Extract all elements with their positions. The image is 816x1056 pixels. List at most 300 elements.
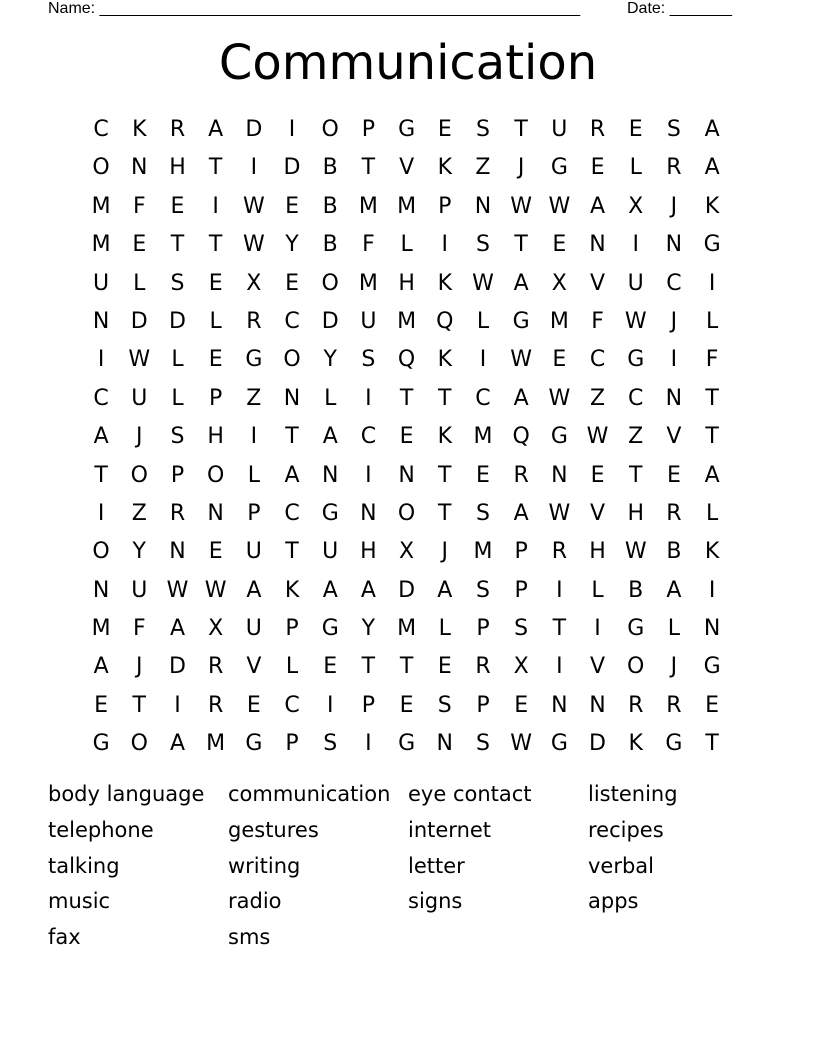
grid-letter: D <box>130 308 148 334</box>
word-list-item: gestures <box>228 817 319 842</box>
grid-letter: E <box>552 347 567 373</box>
grid-letter: P <box>285 731 299 757</box>
grid-letter: G <box>550 731 568 757</box>
grid-letter: E <box>246 692 261 718</box>
grid-letter: Q <box>436 308 454 334</box>
grid-letter: E <box>590 462 605 488</box>
grid-letter: X <box>208 616 224 642</box>
grid-letter: R <box>246 308 262 334</box>
word-list-item: sms <box>228 925 271 950</box>
grid-letter: E <box>514 692 529 718</box>
grid-letter: R <box>589 117 606 142</box>
grid-letter: U <box>93 270 110 296</box>
grid-letter: I <box>556 654 563 680</box>
grid-letter: C <box>360 424 377 450</box>
grid-letter: S <box>170 424 185 450</box>
grid-letter: G <box>245 731 263 757</box>
grid-letter: T <box>438 500 452 526</box>
grid-letter: U <box>322 539 339 565</box>
grid-letter: O <box>92 539 110 565</box>
grid-letter: A <box>666 577 682 603</box>
grid-letter: M <box>91 193 111 219</box>
grid-letter: T <box>705 424 719 450</box>
grid-letter: N <box>703 616 721 642</box>
grid-letter: W <box>166 577 189 603</box>
letter-grid <box>82 111 731 764</box>
grid-letter: S <box>666 117 681 142</box>
grid-letter: A <box>704 462 720 488</box>
grid-letter: G <box>627 616 645 642</box>
grid-letter: N <box>92 577 110 603</box>
grid-letter: T <box>285 424 299 450</box>
grid-letter: Z <box>131 500 147 526</box>
grid-letter: A <box>169 731 185 757</box>
grid-letter: V <box>590 654 606 680</box>
grid-letter: S <box>475 232 490 258</box>
grid-letter: L <box>285 654 299 680</box>
grid-letter: B <box>322 193 338 219</box>
grid-letter: R <box>208 692 224 718</box>
grid-letter: I <box>97 500 105 526</box>
word-list-item: writing <box>228 853 301 878</box>
grid-letter: A <box>590 193 606 219</box>
name-field: Name: ______________________________________________________ <box>48 0 581 17</box>
grid-letter: O <box>283 347 301 373</box>
grid-letter: X <box>628 193 644 219</box>
grid-letter: T <box>94 462 108 488</box>
grid-letter: Y <box>285 232 299 258</box>
grid-letter: U <box>131 577 148 603</box>
grid-letter: M <box>91 616 111 642</box>
grid-letter: P <box>209 385 223 411</box>
grid-letter: U <box>245 539 262 565</box>
grid-letter: G <box>665 731 683 757</box>
grid-letter: I <box>365 731 372 757</box>
grid-letter: V <box>666 424 682 450</box>
grid-letter: I <box>632 232 639 258</box>
grid-letter: E <box>628 117 643 142</box>
grid-letter: O <box>397 500 416 526</box>
grid-letter: I <box>708 270 716 296</box>
grid-letter: K <box>284 577 300 603</box>
grid-letter: T <box>514 232 528 258</box>
grid-letter: W <box>204 577 227 603</box>
grid-letter: M <box>91 232 111 258</box>
grid-letter: S <box>361 347 376 373</box>
grid-letter: C <box>475 385 491 411</box>
grid-letter: I <box>708 577 716 603</box>
grid-letter: P <box>361 692 376 718</box>
grid-letter: L <box>667 616 681 642</box>
grid-letter: M <box>358 270 378 296</box>
grid-letter: X <box>246 270 262 296</box>
grid-letter: K <box>628 731 643 757</box>
word-list-item: listening <box>588 782 678 806</box>
grid-letter: P <box>285 616 299 642</box>
grid-letter: U <box>627 270 644 296</box>
grid-letter: M <box>473 424 493 450</box>
grid-letter: E <box>399 424 414 450</box>
grid-letter: I <box>212 193 219 219</box>
grid-letter: J <box>136 424 143 450</box>
grid-letter: Z <box>246 385 262 411</box>
grid-letter: T <box>628 462 643 488</box>
grid-letter: A <box>704 155 720 181</box>
grid-letter: M <box>549 308 569 334</box>
grid-letter: U <box>245 616 262 642</box>
grid-letter: N <box>589 692 606 718</box>
grid-letter: G <box>245 347 263 373</box>
grid-letter: X <box>513 654 529 680</box>
grid-letter: H <box>207 424 224 450</box>
grid-letter: K <box>132 117 147 142</box>
grid-letter: M <box>358 193 378 219</box>
grid-letter: W <box>128 347 151 373</box>
grid-letter: E <box>132 232 147 258</box>
grid-letter: J <box>517 155 525 181</box>
grid-letter: C <box>284 692 300 718</box>
grid-letter: I <box>365 385 372 411</box>
grid-letter: W <box>586 424 609 450</box>
grid-letter: J <box>136 654 143 680</box>
grid-letter: I <box>174 692 181 718</box>
grid-letter: R <box>475 654 491 680</box>
word-list-item: fax <box>48 925 81 950</box>
grid-letter: D <box>168 308 186 334</box>
grid-letter: W <box>510 347 533 373</box>
grid-letter: D <box>283 155 301 181</box>
grid-letter: G <box>512 308 530 334</box>
grid-letter: L <box>247 462 260 488</box>
grid-letter: P <box>514 577 528 603</box>
word-list-item: body language <box>48 782 205 806</box>
grid-letter: B <box>322 155 338 181</box>
grid-letter: I <box>250 424 258 450</box>
grid-letter: A <box>513 270 529 296</box>
grid-letter: W <box>624 539 647 565</box>
grid-letter: Z <box>628 424 644 450</box>
grid-letter: A <box>169 616 185 642</box>
grid-letter: E <box>285 193 299 219</box>
grid-letter: O <box>92 155 110 181</box>
grid-letter: C <box>666 270 682 296</box>
word-list-item: signs <box>408 889 463 914</box>
grid-letter: E <box>437 654 452 680</box>
grid-letter: F <box>591 308 604 334</box>
grid-letter: H <box>398 270 415 296</box>
grid-letter: S <box>437 692 452 718</box>
grid-letter: W <box>548 500 571 526</box>
grid-letter: T <box>208 155 223 181</box>
grid-letter: P <box>170 462 185 488</box>
grid-letter: C <box>589 347 606 373</box>
grid-letter: G <box>92 731 110 757</box>
grid-letter: T <box>514 117 528 142</box>
grid-letter: L <box>171 385 184 411</box>
grid-letter: D <box>168 654 186 680</box>
grid-letter: J <box>670 193 678 219</box>
grid-letter: F <box>132 616 146 642</box>
grid-letter: E <box>437 117 452 142</box>
grid-letter: Q <box>397 347 416 373</box>
grid-letter: A <box>360 577 376 603</box>
page-title: Communication <box>218 35 598 91</box>
grid-letter: G <box>398 731 416 757</box>
grid-letter: N <box>131 155 148 181</box>
grid-letter: K <box>437 424 452 450</box>
grid-letter: A <box>284 462 300 488</box>
grid-letter: E <box>323 654 338 680</box>
grid-letter: M <box>397 308 417 334</box>
word-list-item: eye contact <box>408 782 532 806</box>
grid-letter: D <box>589 731 606 757</box>
grid-letter: T <box>208 232 223 258</box>
grid-letter: T <box>438 462 452 488</box>
grid-letter: L <box>438 616 451 642</box>
grid-letter: W <box>548 193 571 219</box>
grid-letter: R <box>208 654 224 680</box>
grid-letter: D <box>398 577 416 603</box>
grid-letter: L <box>400 232 413 258</box>
grid-letter: N <box>283 385 301 411</box>
grid-letter: U <box>131 385 148 411</box>
grid-letter: J <box>670 308 678 334</box>
grid-letter: E <box>399 692 414 718</box>
word-list-item: telephone <box>48 817 154 842</box>
grid-letter: L <box>133 270 146 296</box>
grid-letter: M <box>473 539 493 565</box>
grid-letter: G <box>550 155 568 181</box>
grid-letter: K <box>437 155 452 181</box>
grid-letter: M <box>397 193 417 219</box>
grid-letter: E <box>590 155 605 181</box>
grid-letter: N <box>92 308 110 334</box>
word-list-item: recipes <box>588 817 664 842</box>
grid-letter: R <box>628 692 644 718</box>
grid-letter: L <box>324 385 337 411</box>
grid-letter: V <box>590 270 606 296</box>
grid-letter: R <box>551 539 567 565</box>
grid-letter: A <box>322 424 338 450</box>
grid-letter: T <box>132 692 146 718</box>
grid-letter: N <box>589 232 606 258</box>
grid-letter: G <box>703 232 721 258</box>
word-list-item: apps <box>588 889 639 914</box>
grid-letter: A <box>513 500 529 526</box>
grid-letter: T <box>705 731 719 757</box>
grid-letter: T <box>438 385 452 411</box>
grid-letter: G <box>398 117 416 142</box>
grid-letter: B <box>322 232 338 258</box>
grid-letter: T <box>399 654 414 680</box>
grid-letter: W <box>242 232 265 258</box>
word-list-item: verbal <box>588 853 655 878</box>
grid-letter: N <box>551 462 568 488</box>
grid-letter: E <box>552 232 567 258</box>
word-list-item: communication <box>228 782 391 806</box>
grid-letter: Y <box>323 347 337 373</box>
grid-letter: C <box>284 500 300 526</box>
grid-letter: E <box>208 539 223 565</box>
grid-letter: O <box>321 270 339 296</box>
grid-letter: T <box>361 155 376 181</box>
grid-letter: E <box>285 270 299 296</box>
grid-letter: X <box>551 270 567 296</box>
grid-letter: G <box>550 424 568 450</box>
grid-letter: K <box>704 539 720 565</box>
grid-letter: I <box>441 232 449 258</box>
grid-letter: C <box>628 385 644 411</box>
grid-letter: M <box>397 616 417 642</box>
grid-letter: S <box>475 731 490 757</box>
grid-letter: E <box>208 347 223 373</box>
grid-letter: F <box>705 347 719 373</box>
grid-letter: E <box>170 193 185 219</box>
grid-letter: R <box>169 500 186 526</box>
grid-letter: Z <box>475 155 491 181</box>
grid-letter: T <box>170 232 185 258</box>
grid-letter: O <box>130 731 148 757</box>
grid-letter: N <box>665 232 683 258</box>
grid-letter: S <box>475 500 490 526</box>
grid-letter: R <box>666 500 682 526</box>
grid-letter: T <box>361 654 376 680</box>
grid-letter: T <box>552 616 567 642</box>
grid-letter: E <box>476 462 490 488</box>
grid-letter: Y <box>132 539 146 565</box>
grid-letter: S <box>475 117 490 142</box>
grid-letter: K <box>437 347 452 373</box>
grid-letter: T <box>705 385 719 411</box>
grid-letter: G <box>627 347 645 373</box>
grid-letter: L <box>705 308 719 334</box>
grid-letter: O <box>206 462 225 488</box>
grid-letter: V <box>399 155 415 181</box>
grid-letter: L <box>209 308 222 334</box>
grid-letter: I <box>250 155 258 181</box>
grid-letter: B <box>666 539 682 565</box>
grid-letter: I <box>365 462 372 488</box>
grid-letter: T <box>285 539 299 565</box>
grid-letter: I <box>670 347 678 373</box>
grid-letter: M <box>206 731 226 757</box>
grid-letter: K <box>437 270 452 296</box>
grid-letter: A <box>437 577 453 603</box>
grid-letter: F <box>362 232 375 258</box>
grid-letter: R <box>169 117 186 142</box>
grid-letter: O <box>321 117 339 142</box>
grid-letter: E <box>94 692 109 718</box>
grid-letter: H <box>360 539 377 565</box>
grid-letter: N <box>207 500 224 526</box>
grid-letter: N <box>551 692 568 718</box>
grid-letter: S <box>170 270 185 296</box>
grid-letter: W <box>472 270 494 296</box>
grid-letter: J <box>441 539 449 565</box>
grid-letter: R <box>513 462 529 488</box>
date-field: Date: _______ <box>627 0 732 17</box>
grid-letter: W <box>510 731 533 757</box>
word-list-item: music <box>48 889 111 914</box>
grid-letter: L <box>591 577 604 603</box>
grid-letter: S <box>514 616 529 642</box>
grid-letter: D <box>245 117 263 142</box>
grid-letter: I <box>594 616 601 642</box>
word-list-item: letter <box>408 853 465 878</box>
grid-letter: N <box>169 539 186 565</box>
grid-letter: J <box>670 654 678 680</box>
grid-letter: S <box>323 731 338 757</box>
grid-letter: Y <box>361 616 376 642</box>
grid-letter: Z <box>589 385 606 411</box>
grid-letter: N <box>398 462 415 488</box>
grid-letter: G <box>321 616 339 642</box>
grid-letter: I <box>479 347 487 373</box>
grid-letter: P <box>361 117 376 142</box>
grid-letter: G <box>703 654 721 680</box>
word-list-item: radio <box>228 889 282 914</box>
grid-letter: A <box>513 385 529 411</box>
grid-letter: C <box>93 117 109 142</box>
grid-letter: W <box>548 385 571 411</box>
grid-letter: L <box>705 500 719 526</box>
grid-letter: Q <box>512 424 530 450</box>
grid-letter: R <box>666 155 682 181</box>
grid-letter: H <box>169 155 186 181</box>
grid-letter: P <box>476 616 490 642</box>
grid-letter: I <box>97 347 105 373</box>
grid-letter: I <box>326 692 334 718</box>
grid-letter: E <box>705 692 720 718</box>
grid-letter: X <box>399 539 415 565</box>
grid-letter: V <box>246 654 262 680</box>
grid-letter: V <box>590 500 606 526</box>
grid-letter: O <box>627 654 645 680</box>
grid-letter: P <box>247 500 261 526</box>
grid-letter: K <box>704 193 720 219</box>
grid-letter: P <box>476 692 490 718</box>
grid-letter: A <box>322 577 338 603</box>
grid-letter: O <box>130 462 148 488</box>
grid-letter: S <box>475 577 490 603</box>
header-line <box>48 0 748 20</box>
word-list-item: talking <box>48 853 120 878</box>
grid-letter: A <box>93 654 109 680</box>
grid-letter: U <box>551 117 568 142</box>
grid-letter: N <box>360 500 377 526</box>
word-list <box>48 777 768 956</box>
grid-letter: N <box>436 731 454 757</box>
grid-letter: F <box>132 193 146 219</box>
grid-letter: P <box>514 539 528 565</box>
grid-letter: P <box>438 193 452 219</box>
grid-letter: R <box>666 692 682 718</box>
grid-letter: B <box>628 577 644 603</box>
grid-letter: W <box>242 193 265 219</box>
word-list-item: internet <box>408 817 492 842</box>
grid-letter: N <box>665 385 683 411</box>
grid-letter: E <box>208 270 223 296</box>
grid-letter: U <box>360 308 377 334</box>
grid-letter: A <box>93 424 109 450</box>
grid-letter: W <box>510 193 533 219</box>
grid-letter: A <box>208 117 224 142</box>
grid-letter: H <box>589 539 606 565</box>
grid-letter: G <box>321 500 339 526</box>
grid-letter: I <box>288 117 296 142</box>
grid-letter: D <box>321 308 339 334</box>
grid-letter: N <box>321 462 339 488</box>
